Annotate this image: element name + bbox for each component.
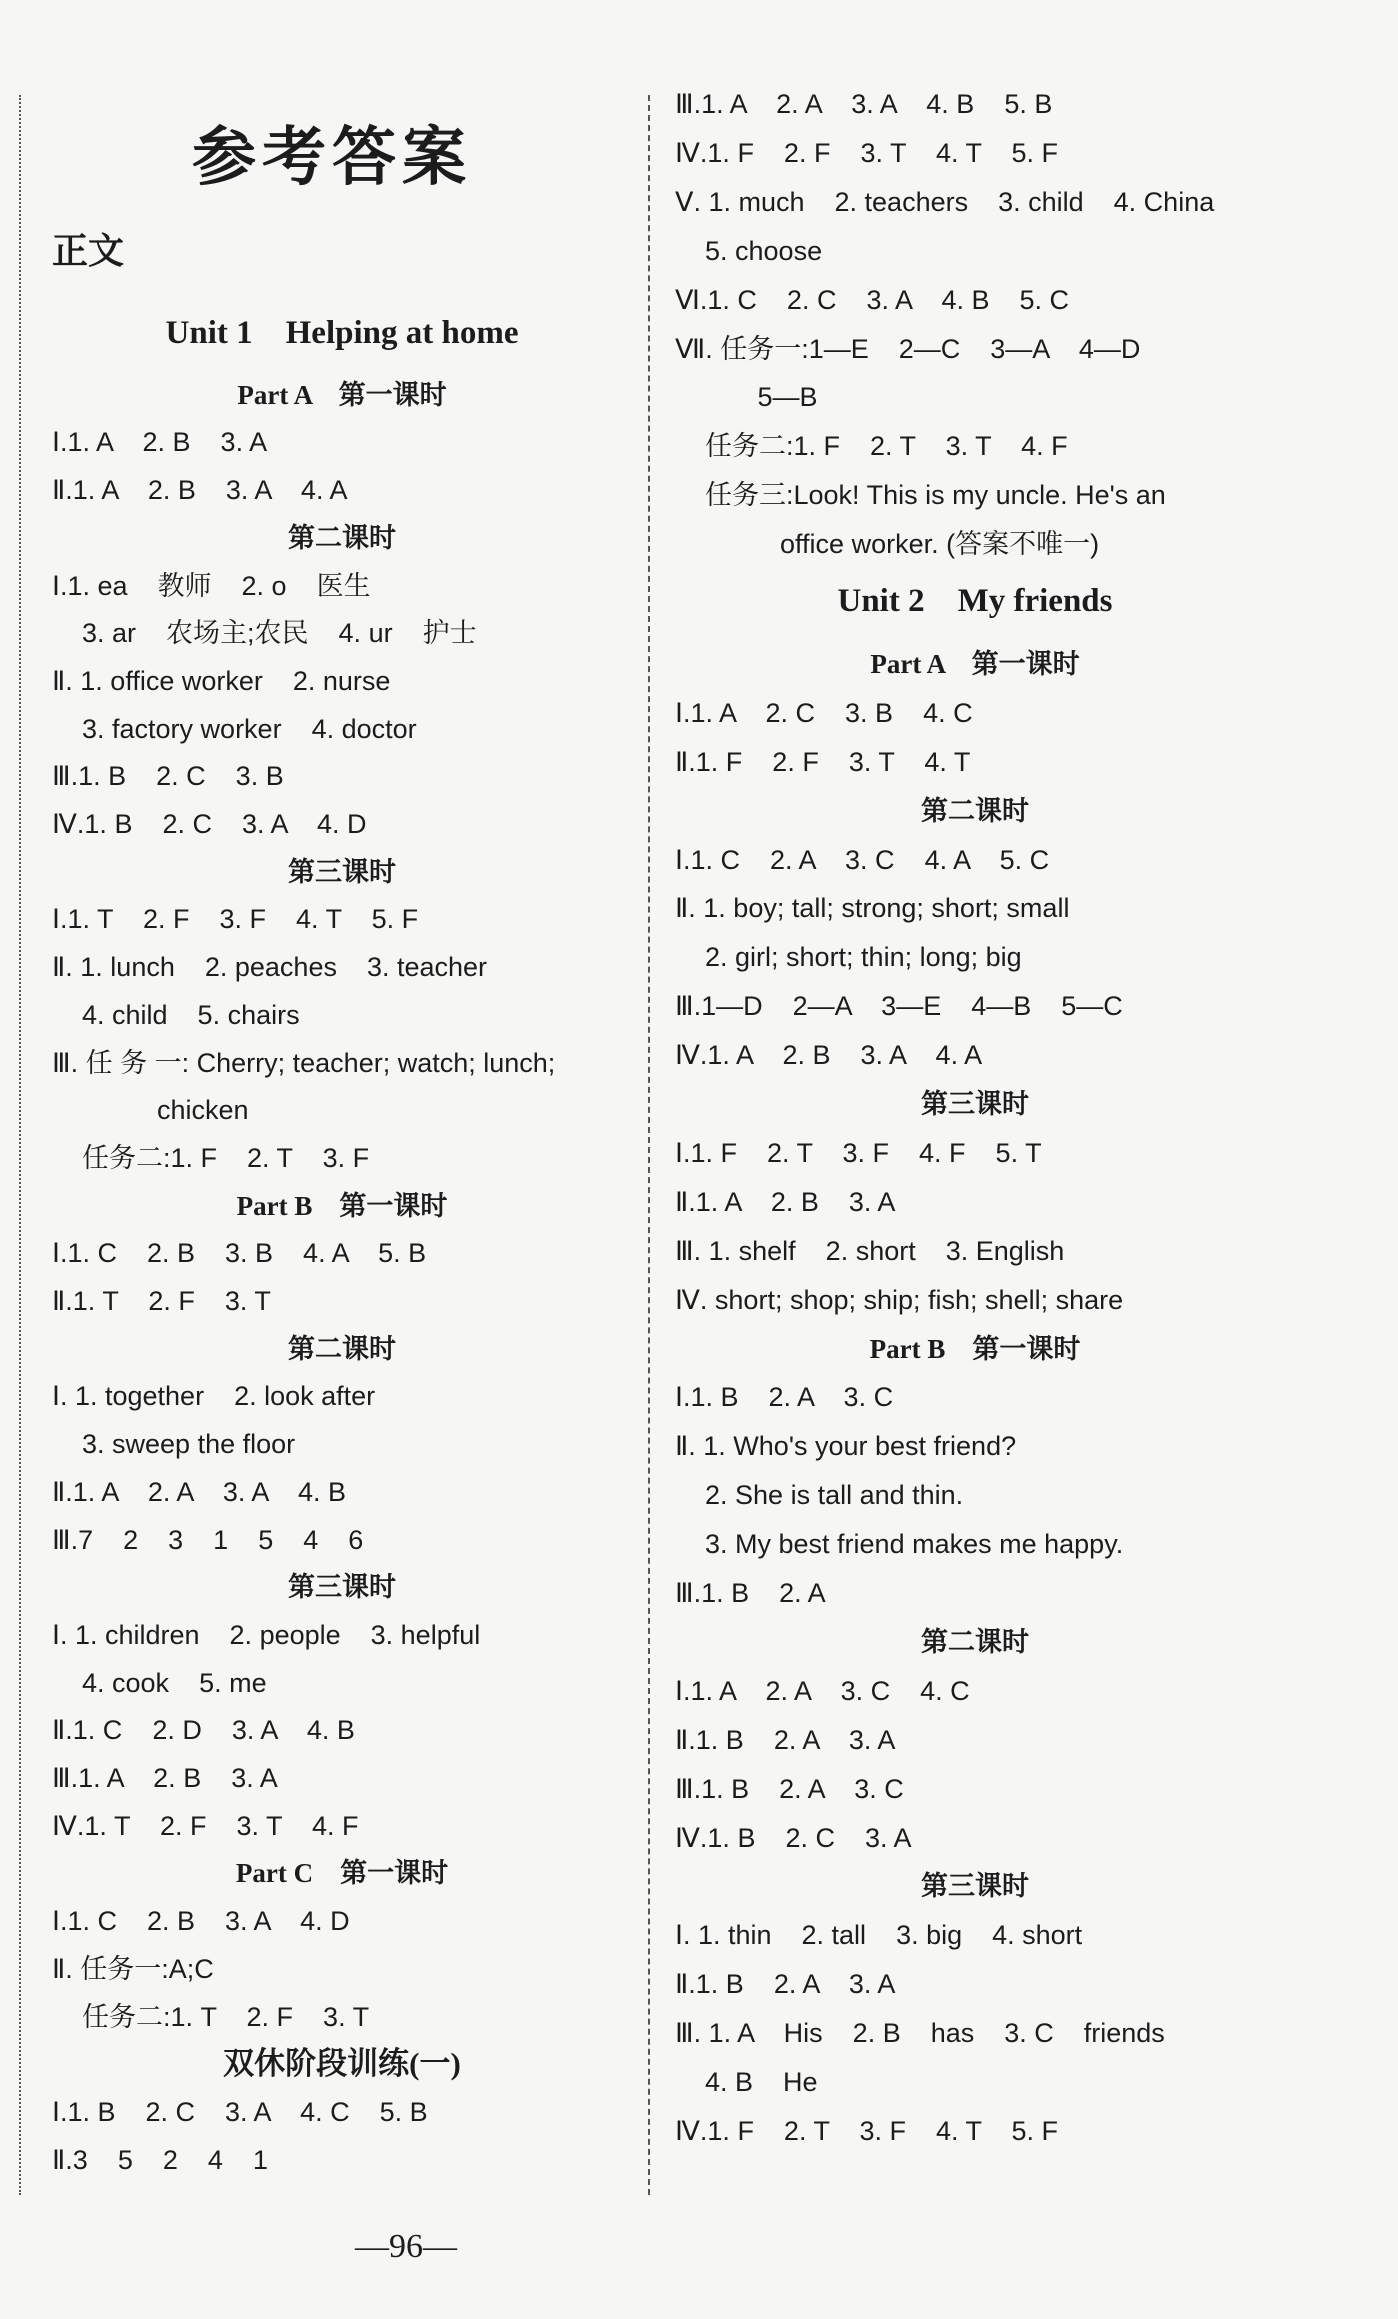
section-heading: 正文 (52, 231, 125, 272)
unit-heading: Unit 2 My friends (837, 583, 1113, 619)
answer-line: Ⅳ.1. B 2. C 3. A (675, 1822, 912, 1853)
answer-line: 任务二:1. F 2. T 3. F (52, 1142, 370, 1173)
answer-line: 5—B (675, 382, 818, 413)
answer-line: Ⅰ.1. A 2. C 3. B 4. C (675, 697, 973, 728)
answer-line: Ⅲ.1. A 2. B 3. A (52, 1763, 278, 1793)
answer-line: 任务二:1. T 2. F 3. T (52, 2001, 370, 2032)
answer-line: Ⅱ. 1. boy; tall; strong; short; small (675, 893, 1070, 924)
answer-line: Ⅰ.1. ea 教师 2. o 医生 (52, 570, 371, 601)
answer-line: Ⅰ.1. C 2. A 3. C 4. A 5. C (675, 844, 1050, 875)
answer-line: Ⅱ.1. B 2. A 3. A (675, 1724, 896, 1755)
answer-line: Ⅰ.1. C 2. B 3. B 4. A 5. B (52, 1238, 427, 1269)
answer-line: 2. She is tall and thin. (675, 1480, 964, 1511)
lesson-heading: 双休阶段训练(一) (223, 2046, 461, 2082)
lesson-heading: 第二课时 (288, 522, 396, 553)
answer-line: Ⅲ.1. B 2. C 3. B (52, 761, 284, 792)
unit-heading: Unit 1 Helping at home (165, 315, 519, 351)
lesson-heading: 第三课时 (288, 856, 396, 887)
answer-line: Ⅳ.1. A 2. B 3. A 4. A (675, 1040, 983, 1071)
answer-line: Ⅵ.1. C 2. C 3. A 4. B 5. C (675, 284, 1070, 315)
answer-line: Ⅰ.1. C 2. B 3. A 4. D (52, 1906, 350, 1937)
answer-line: Ⅰ. 1. thin 2. tall 3. big 4. short (675, 1920, 1083, 1951)
answer-line: Ⅱ.1. F 2. F 3. T 4. T (675, 746, 971, 777)
answer-line: Ⅱ.1. B 2. A 3. A (675, 1969, 896, 2000)
answer-line: 4. B He (675, 2067, 818, 2097)
answer-line: Ⅱ.1. C 2. D 3. A 4. B (52, 1715, 355, 1746)
answer-line: 任务二:1. F 2. T 3. T 4. F (675, 431, 1068, 462)
answer-line: Ⅱ.1. A 2. A 3. A 4. B (52, 1476, 346, 1507)
answer-line: Ⅱ. 任务一:A;C (52, 1953, 214, 1984)
answer-line: Ⅲ.1—D 2—A 3—E 4—B 5—C (675, 991, 1123, 1022)
lesson-heading: Part A 第一课时 (870, 648, 1080, 679)
answer-line: Ⅱ. 1. office worker 2. nurse (52, 665, 391, 696)
answer-line: Ⅱ. 1. lunch 2. peaches 3. teacher (52, 952, 488, 983)
answer-line: Ⅰ.1. A 2. A 3. C 4. C (675, 1675, 970, 1706)
lesson-heading: 第二课时 (921, 795, 1029, 826)
answer-line: Ⅰ.1. B 2. C 3. A 4. C 5. B (52, 2096, 428, 2127)
answer-line: Ⅳ.1. T 2. F 3. T 4. F (52, 1810, 359, 1841)
answer-line: Ⅱ.1. A 2. B 3. A 4. A (52, 475, 348, 506)
answer-line: chicken (52, 1095, 249, 1126)
answer-line: Ⅲ.1. A 2. A 3. A 4. B 5. B (675, 89, 1053, 119)
lesson-heading: 第三课时 (921, 1871, 1029, 1902)
answer-line: Ⅰ. 1. children 2. people 3. helpful (52, 1619, 481, 1650)
answer-line: 5. choose (675, 235, 823, 266)
lesson-heading: Part B 第一课时 (869, 1333, 1081, 1364)
lesson-heading: Part A 第一课时 (237, 379, 447, 410)
answer-line: Ⅳ. short; shop; ship; fish; shell; share (675, 1284, 1124, 1315)
answer-line: 3. factory worker 4. doctor (52, 713, 417, 744)
lesson-heading: Part C 第一课时 (235, 1858, 449, 1889)
answer-line: Ⅱ.1. T 2. F 3. T (52, 1286, 271, 1316)
answer-line: 4. cook 5. me (52, 1667, 267, 1698)
answer-line: Ⅱ.1. A 2. B 3. A (675, 1186, 896, 1217)
answer-line: Ⅰ.1. A 2. B 3. A (52, 427, 268, 458)
lesson-heading: 第二课时 (288, 1333, 396, 1364)
page-title: 参考答案 (192, 120, 472, 195)
answer-line: Ⅰ. 1. together 2. look after (52, 1381, 376, 1412)
answer-line: Ⅲ. 任 务 一: Cherry; teacher; watch; lunch; (52, 1047, 556, 1078)
lesson-heading: 第三课时 (921, 1089, 1029, 1119)
answer-line: 2. girl; short; thin; long; big (675, 942, 1022, 973)
answer-line: 4. child 5. chairs (52, 999, 300, 1030)
answer-line: Ⅰ.1. F 2. T 3. F 4. F 5. T (675, 1137, 1042, 1168)
lesson-heading: 第二课时 (921, 1626, 1029, 1657)
answer-line: Ⅲ.1. B 2. A (675, 1578, 826, 1608)
answer-line: Ⅰ.1. B 2. A 3. C (675, 1382, 894, 1413)
answer-line: 3. ar 农场主;农民 4. ur 护士 (52, 618, 477, 649)
answer-line: Ⅲ. 1. A His 2. B has 3. C friends (675, 2018, 1165, 2049)
answer-line: Ⅳ.1. B 2. C 3. A 4. D (52, 809, 367, 839)
answer-line: Ⅳ.1. F 2. T 3. F 4. T 5. F (675, 2115, 1059, 2146)
answer-line: Ⅴ. 1. much 2. teachers 3. child 4. China (675, 186, 1215, 217)
answer-line: Ⅶ. 任务一:1—E 2—C 3—A 4—D (675, 333, 1141, 364)
page-number: —96— (355, 2228, 457, 2265)
answer-line: Ⅲ.7 2 3 1 5 4 6 (52, 1524, 364, 1555)
answer-line: 任务三:Look! This is my uncle. He's an (675, 480, 1166, 511)
left-margin-dashed-line (19, 95, 21, 2195)
column-divider-dashed-line (648, 95, 650, 2195)
answer-line: Ⅰ.1. T 2. F 3. F 4. T 5. F (52, 904, 419, 935)
lesson-heading: Part B 第一课时 (236, 1190, 448, 1221)
answer-line: 3. My best friend makes me happy. (675, 1529, 1124, 1560)
answer-line: Ⅲ. 1. shelf 2. short 3. English (675, 1235, 1065, 1266)
lesson-heading: 第三课时 (288, 1572, 396, 1603)
answer-line: Ⅱ.3 5 2 4 1 (52, 2144, 268, 2175)
answer-line: 3. sweep the floor (52, 1429, 296, 1460)
answer-line: Ⅲ.1. B 2. A 3. C (675, 1773, 904, 1804)
answer-line: office worker. (答案不唯一) (675, 529, 1100, 560)
answer-line: Ⅱ. 1. Who's your best friend? (675, 1431, 1017, 1462)
answer-line: Ⅳ.1. F 2. F 3. T 4. T 5. F (675, 137, 1059, 168)
